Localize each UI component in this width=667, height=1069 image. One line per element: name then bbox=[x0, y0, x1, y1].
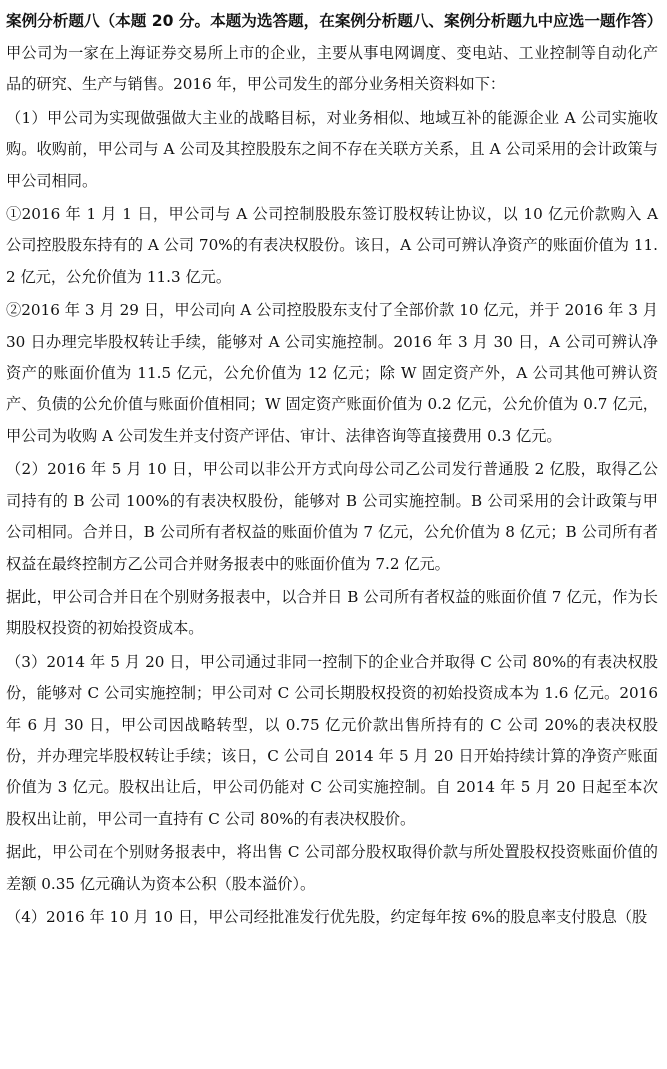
intro-paragraph: 甲公司为一家在上海证券交易所上市的企业，主要从事电网调度、变电站、工业控制等自动化产品的研究、生产与销售。2016 年，甲公司发生的部分业务相关资料如下： bbox=[6, 44, 658, 94]
item-3-paragraph: （3）2014 年 5 月 20 日，甲公司通过非同一控制下的企业合并取得 C 公司 80%的有表决权股份，能够对 C 公司实施控制；甲公司对 C 公司长期股权投资的初始投资成本为 1.6 亿元。2016 年 6 月 30 日，甲公司因战略转型，以 0.75 亿元价款出售所持有的 C 公司 20%的表决权股份，并办理完毕股权转让手续；该日，C 公司自 2014 年 5 月 20 日开始持续计算的净资产账面价值为 3 亿元。股权出让后，甲公司仍能对 C 公司实施控制。自 2014 年 5 月 20 日起至本次股权出让前，甲公司一直持有 C 公司 80%的有表决权股价。 bbox=[6, 652, 658, 828]
item-1-paragraph: （1）甲公司为实现做强做大主业的战略目标，对业务相似、地域互补的能源企业 A 公司实施收购。收购前，甲公司与 A 公司及其控股股东之间不存在关联方关系，且 A 公司采用的会计政策与甲公司相同。 bbox=[6, 108, 658, 190]
question-title: 案例分析题八（本题 20 分。本题为选答题，在案例分析题八、案例分析题九中应选一题作答） bbox=[6, 12, 663, 30]
item-1-sub-1-paragraph: ①2016 年 1 月 1 日，甲公司与 A 公司控制股股东签订股权转让协议，以 10 亿元价款购入 A 公司控股股东持有的 A 公司 70%的有表决权股份。该日，A 公司可辨认净资产的账面价值为 11.2 亿元，公允价值为 11.3 亿元。 bbox=[6, 205, 658, 286]
item-3-conclusion-paragraph: 据此，甲公司在个别财务报表中，将出售 C 公司部分股权取得价款与所处置股权投资账面价值的差额 0.35 亿元确认为资本公积（股本溢价）。 bbox=[6, 843, 658, 893]
item-2-conclusion-paragraph: 据此，甲公司合并日在个别财务报表中，以合并日 B 公司所有者权益的账面价值 7 亿元，作为长期股权投资的初始投资成本。 bbox=[6, 587, 658, 638]
item-1-sub-2-paragraph: ②2016 年 3 月 29 日，甲公司向 A 公司控股股东支付了全部价款 10 亿元，并于 2016 年 3 月 30 日办理完毕股权转让手续，能够对 A 公司实施控制。2016 年 3 月 30 日，A 公司可辨认净资产的账面价值为 11.5 亿元，公允价值为 12 亿元；除 W 固定资产外，A 公司其他可辨认资产、负债的公允价值与账面价值相同；W 固定资产账面价值为 0.2 亿元，公允价值为 0.7 亿元，甲公司为收购 A 公司发生并支付资产评估、审计、法律咨询等直接费用 0.3 亿元。 bbox=[6, 301, 658, 445]
item-4-paragraph: （4）2016 年 10 月 10 日，甲公司经批准发行优先股，约定每年按 6%的股息率支付股息（股 bbox=[6, 907, 648, 926]
item-2-paragraph: （2）2016 年 5 月 10 日，甲公司以非公开方式向母公司乙公司发行普通股 2 亿股，取得乙公司持有的 B 公司 100%的有表决权股份，能够对 B 公司实施控制。B 公司采用的会计政策与甲公司相同。合并日，B 公司所有者权益的账面价值为 7 亿元，公允价值为 8 亿元；B 公司所有者权益在最终控制方乙公司合并财务报表中的账面价值为 7.2 亿元。 bbox=[6, 460, 658, 573]
document-page bbox=[6, 0, 663, 935]
document-content bbox=[6, 6, 663, 933]
